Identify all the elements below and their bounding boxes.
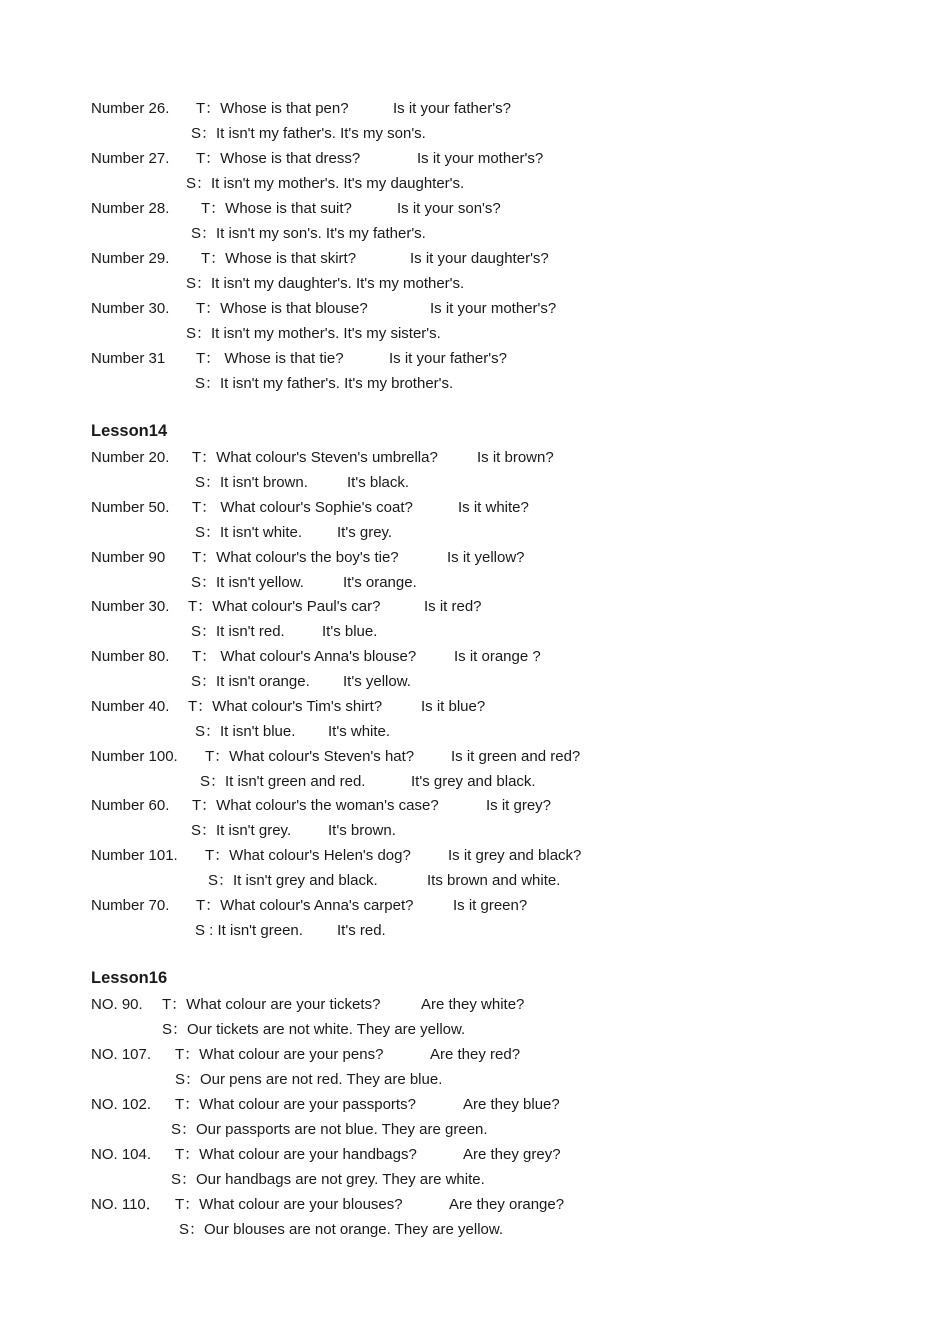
teacher-question: T：What colour are your handbags? — [175, 1146, 417, 1163]
student-answer: S：It isn't brown. — [195, 474, 308, 491]
follow-up-question: Are they blue? — [463, 1096, 560, 1113]
student-answer: S：It isn't green and red. — [200, 773, 366, 790]
item-number: Number 27. — [91, 150, 170, 167]
student-answer: S：It isn't yellow. — [191, 574, 304, 591]
follow-up-question: Is it grey? — [486, 797, 552, 814]
follow-up-question: Is it your mother's? — [430, 300, 557, 317]
item-number: Number 101. — [91, 847, 178, 864]
follow-up-question: Are they grey? — [463, 1146, 561, 1163]
section-heading: Lesson16 — [91, 969, 168, 987]
student-answer: S：It isn't grey and black. — [208, 872, 378, 889]
student-correction: It's white. — [328, 723, 391, 740]
student-correction: It's blue. — [322, 623, 378, 640]
student-correction: Its brown and white. — [427, 872, 561, 889]
item-number: Number 28. — [91, 200, 170, 217]
teacher-question: T：What colour's Steven's hat? — [205, 748, 415, 765]
follow-up-question: Is it grey and black? — [448, 847, 582, 864]
item-number: Number 26. — [91, 100, 170, 117]
student-answer: S：It isn't red. — [191, 623, 285, 640]
section-heading: Lesson14 — [91, 422, 168, 440]
student-correction: It's grey and black. — [411, 773, 536, 790]
follow-up-question: Is it white? — [458, 499, 529, 516]
student-correction: It's brown. — [328, 822, 396, 839]
follow-up-question: Is it yellow? — [447, 549, 525, 566]
student-answer: S：Our pens are not red. They are blue. — [175, 1071, 443, 1088]
follow-up-question: Is it your mother's? — [417, 150, 544, 167]
teacher-question: T：Whose is that pen? — [196, 100, 349, 117]
item-number: Number 70. — [91, 897, 170, 914]
teacher-question: T：What colour's the boy's tie? — [192, 549, 399, 566]
teacher-question: T： What colour's Anna's blouse? — [192, 648, 417, 665]
student-answer: S : It isn't green. — [195, 922, 303, 939]
student-answer: S：Our blouses are not orange. They are yellow. — [179, 1221, 504, 1238]
item-number: Number 20. — [91, 449, 170, 466]
teacher-question: T：What colour's the woman's case? — [192, 797, 439, 814]
item-number: Number 90 — [91, 549, 166, 566]
student-answer: S：It isn't my daughter's. It's my mother's. — [186, 275, 465, 292]
student-answer: S：It isn't orange. — [191, 673, 310, 690]
item-number: Number 80. — [91, 648, 170, 665]
student-answer: S：It isn't my mother's. It's my daughter's. — [186, 175, 465, 192]
follow-up-question: Are they orange? — [449, 1196, 565, 1213]
teacher-question: T：What colour are your pens? — [175, 1046, 384, 1063]
item-number: Number 50. — [91, 499, 170, 516]
teacher-question: T：Whose is that blouse? — [196, 300, 368, 317]
student-answer: S：Our passports are not blue. They are green. — [171, 1121, 488, 1138]
follow-up-question: Is it orange ? — [454, 648, 541, 665]
follow-up-question: Are they white? — [421, 996, 525, 1013]
item-number: Number 60. — [91, 797, 170, 814]
student-answer: S：It isn't blue. — [195, 723, 296, 740]
teacher-question: T：Whose is that suit? — [201, 200, 352, 217]
teacher-question: T： Whose is that tie? — [196, 350, 344, 367]
student-correction: It's red. — [337, 922, 386, 939]
follow-up-question: Is it your daughter's? — [410, 250, 549, 267]
follow-up-question: Is it blue? — [421, 698, 486, 715]
follow-up-question: Is it your son's? — [397, 200, 501, 217]
follow-up-question: Is it brown? — [477, 449, 554, 466]
follow-up-question: Is it red? — [424, 598, 482, 615]
item-number: NO. 104. — [91, 1146, 152, 1163]
student-answer: S：It isn't grey. — [191, 822, 292, 839]
follow-up-question: Is it green and red? — [451, 748, 581, 765]
item-number: Number 40. — [91, 698, 170, 715]
follow-up-question: Are they red? — [430, 1046, 521, 1063]
item-number: Number 30. — [91, 598, 170, 615]
teacher-question: T：Whose is that skirt? — [201, 250, 357, 267]
student-answer: S：It isn't my son's. It's my father's. — [191, 225, 426, 242]
teacher-question: T： What colour's Sophie's coat? — [192, 499, 413, 516]
teacher-question: T：What colour's Steven's umbrella? — [192, 449, 438, 466]
item-number: NO. 110． — [91, 1196, 161, 1213]
item-number: NO. 107. — [91, 1046, 152, 1063]
follow-up-question: Is it your father's? — [389, 350, 507, 367]
teacher-question: T：What colour's Helen's dog? — [205, 847, 411, 864]
teacher-question: T：What colour are your tickets? — [162, 996, 381, 1013]
student-correction: It's black. — [347, 474, 410, 491]
item-number: Number 30. — [91, 300, 170, 317]
student-answer: S：Our tickets are not white. They are yellow. — [162, 1021, 466, 1038]
item-number: Number 29. — [91, 250, 170, 267]
teacher-question: T：Whose is that dress? — [196, 150, 361, 167]
student-correction: It's yellow. — [343, 673, 411, 690]
follow-up-question: Is it your father's? — [393, 100, 511, 117]
teacher-question: T：What colour's Anna's carpet? — [196, 897, 414, 914]
student-answer: S：It isn't my father's. It's my brother's. — [195, 375, 454, 392]
student-correction: It's orange. — [343, 574, 417, 591]
follow-up-question: Is it green? — [453, 897, 528, 914]
student-answer: S：It isn't white. — [195, 524, 303, 541]
item-number: Number 31 — [91, 350, 166, 367]
teacher-question: T：What colour's Paul's car? — [188, 598, 381, 615]
student-answer: S：Our handbags are not grey. They are white. — [171, 1171, 485, 1188]
teacher-question: T：What colour are your passports? — [175, 1096, 416, 1113]
item-number: NO. 102. — [91, 1096, 152, 1113]
student-answer: S：It isn't my mother's. It's my sister's. — [186, 325, 441, 342]
student-answer: S：It isn't my father's. It's my son's. — [191, 125, 426, 142]
item-number: Number 100. — [91, 748, 178, 765]
item-number: NO. 90. — [91, 996, 143, 1013]
teacher-question: T：What colour's Tim's shirt? — [188, 698, 383, 715]
student-correction: It's grey. — [337, 524, 393, 541]
teacher-question: T：What colour are your blouses? — [175, 1196, 403, 1213]
